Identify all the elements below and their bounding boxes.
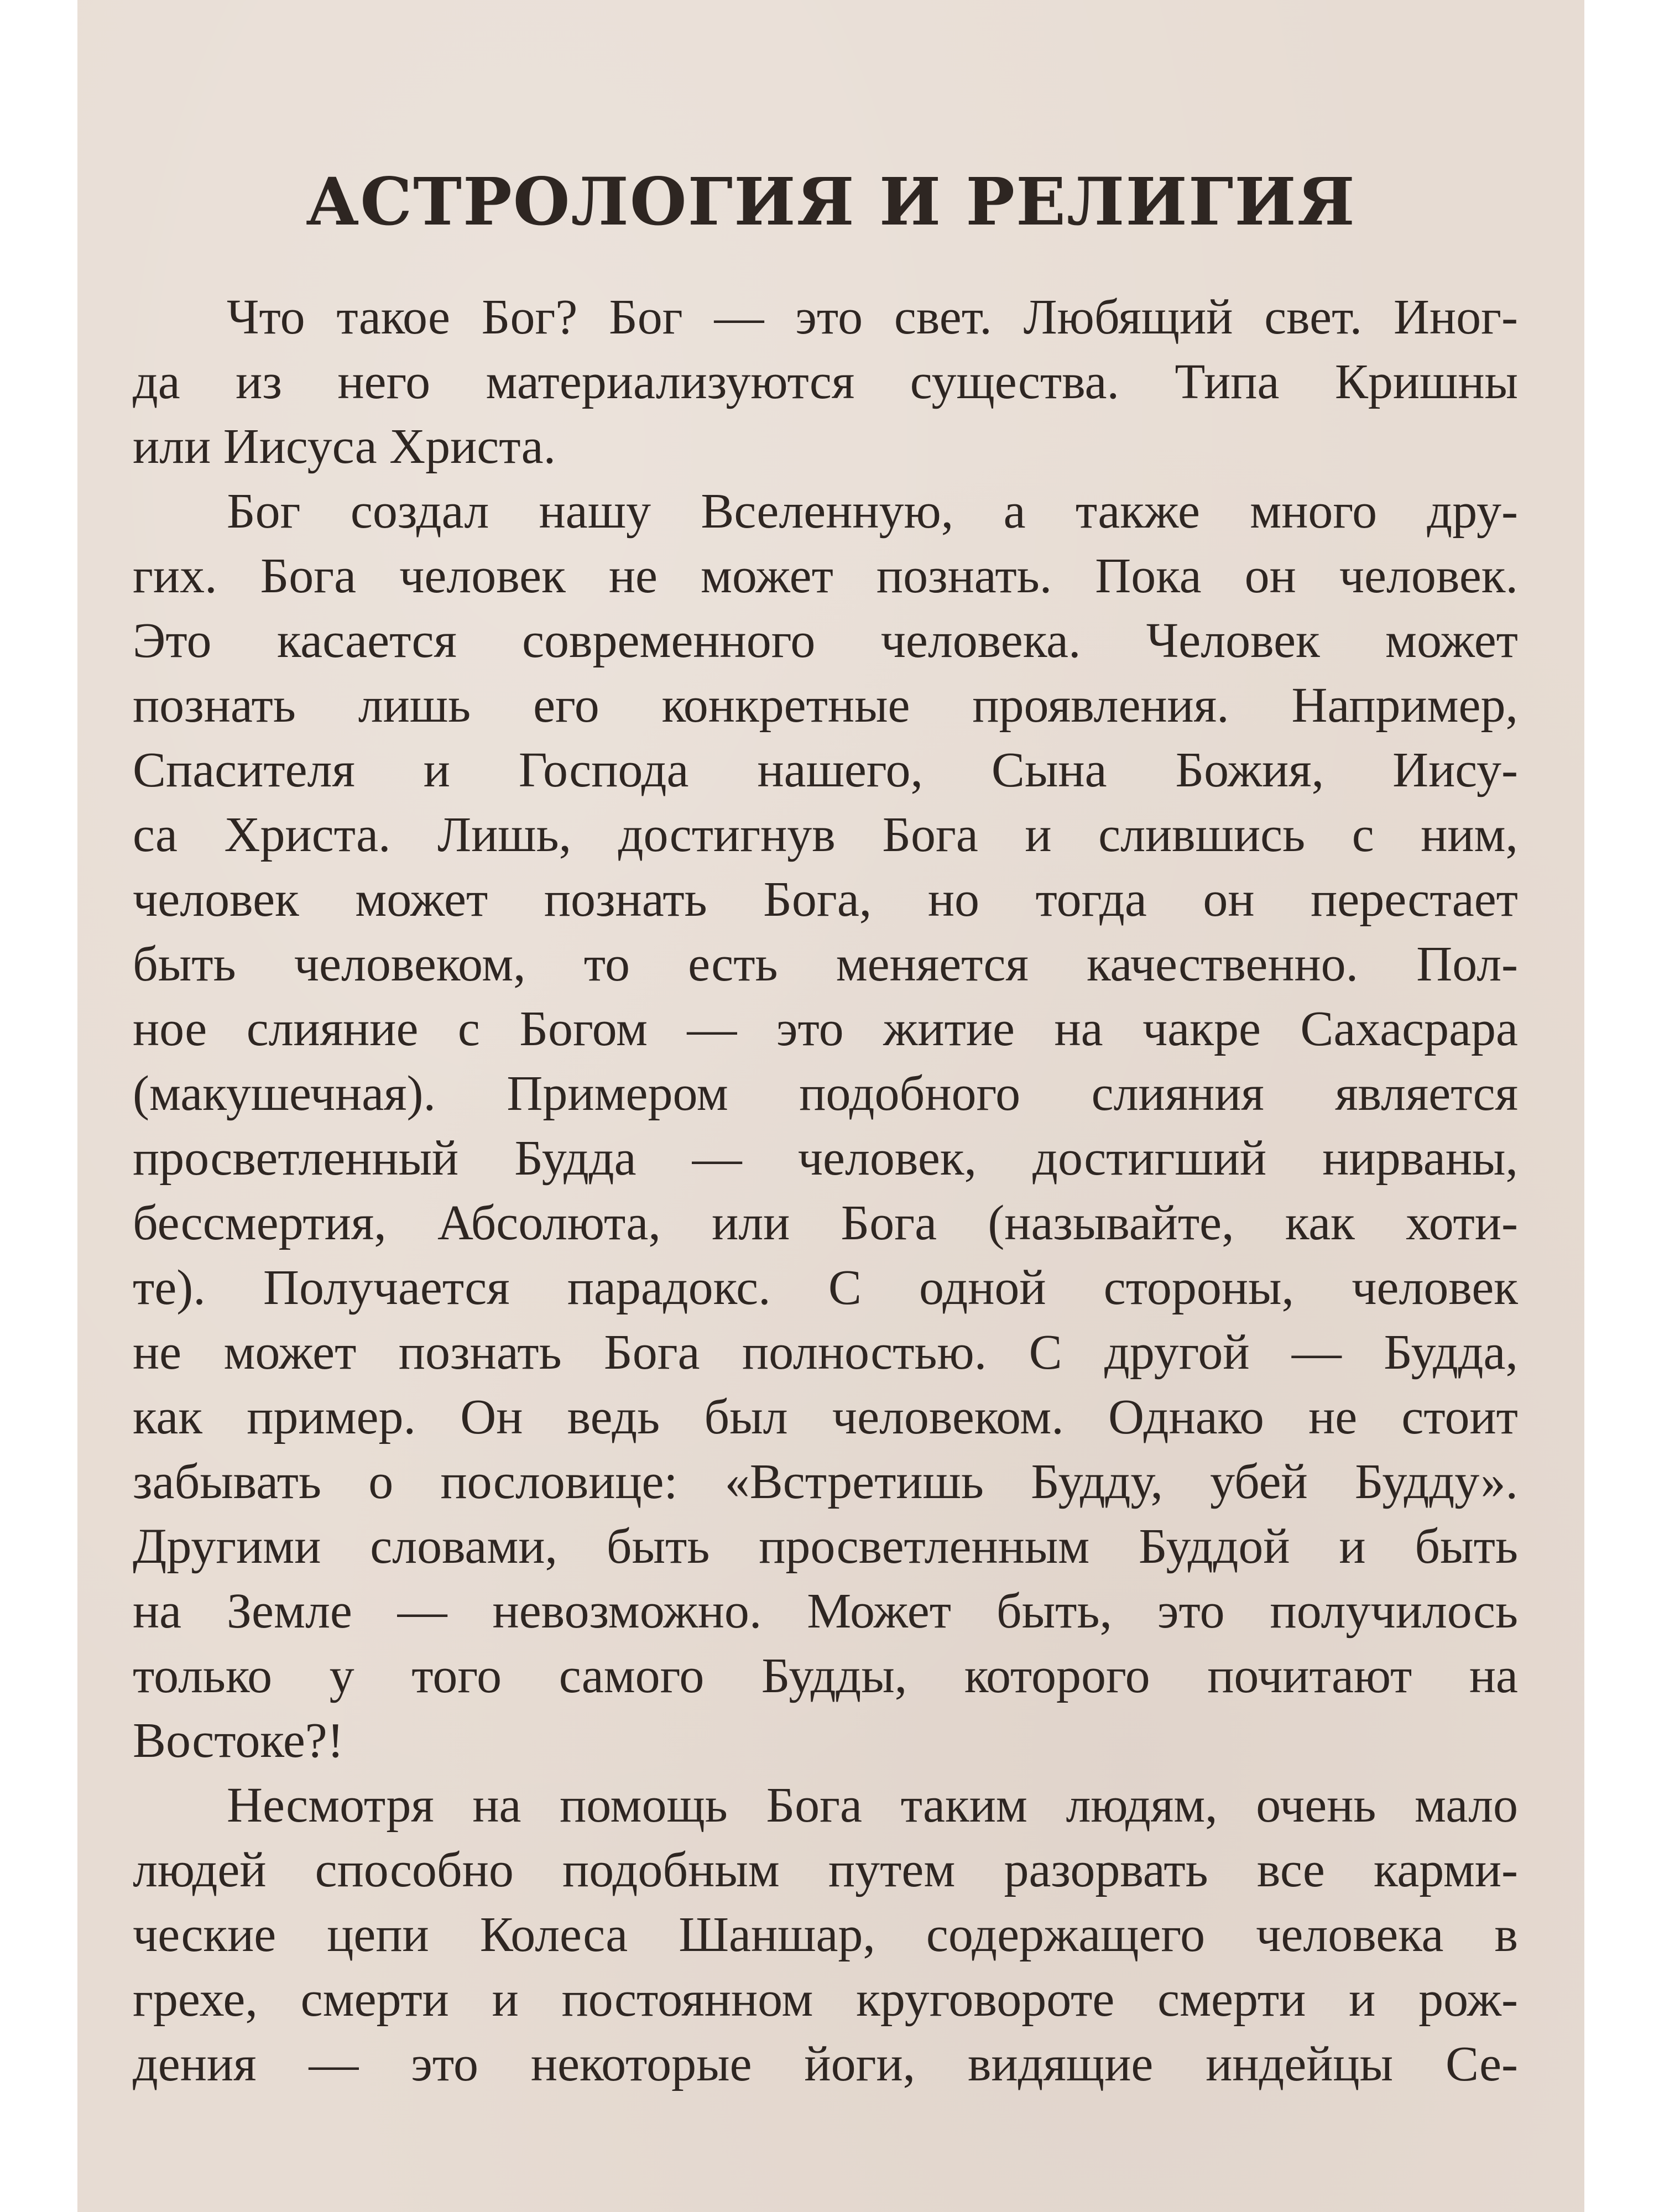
- text-line: те). Получается парадокс. С одной стороны, человек: [133, 1260, 1518, 1315]
- text-line: познать лишь его конкретные проявления. Например,: [133, 678, 1518, 733]
- body-text: [133, 285, 1518, 2096]
- text-line: не может познать Бога полностью. С другой — Будда,: [133, 1325, 1518, 1380]
- text-line: (макушечная). Примером подобного слияния является: [133, 1066, 1518, 1121]
- text-line: ческие цепи Колеса Шаншар, содержащего человека в: [133, 1907, 1518, 1962]
- text-line: Спасителя и Господа нашего, Сына Божия, Иису-: [133, 743, 1518, 797]
- text-line: Бог создал нашу Вселенную, а также много дру-: [227, 484, 1518, 539]
- text-line: гих. Бога человек не может познать. Пока он человек.: [133, 549, 1518, 603]
- text-line: быть человеком, то есть меняется качественно. Пол-: [133, 937, 1518, 992]
- text-line: са Христа. Лишь, достигнув Бога и слившись с ним,: [133, 807, 1518, 862]
- text-line: просветленный Будда — человек, достигший нирваны,: [133, 1131, 1518, 1186]
- text-line: Это касается современного человека. Человек может: [133, 613, 1518, 668]
- text-line: Несмотря на помощь Бога таким людям, очень мало: [227, 1778, 1518, 1833]
- text-line: или Иисуса Христа.: [133, 419, 556, 474]
- text-line: человек может познать Бога, но тогда он перестает: [133, 872, 1518, 927]
- text-line: ное слияние с Богом — это житие на чакре Сахасрара: [133, 1001, 1518, 1056]
- text-line: забывать о пословице: «Встретишь Будду, убей Будду».: [133, 1454, 1518, 1509]
- text-line: Другими словами, быть просветленным Буддой и быть: [133, 1519, 1518, 1574]
- text-line: на Земле — невозможно. Может быть, это получилось: [133, 1584, 1518, 1639]
- text-line: бессмертия, Абсолюта, или Бога (называйте, как хоти-: [133, 1196, 1518, 1250]
- text-line: Востоке?!: [133, 1713, 344, 1768]
- text-line: Что такое Бог? Бог — это свет. Любящий свет. Иног-: [227, 290, 1518, 345]
- text-line: грехе, смерти и постоянном круговороте смерти и рож-: [133, 1972, 1518, 2027]
- text-line: как пример. Он ведь был человеком. Однако не стоит: [133, 1390, 1518, 1444]
- chapter-title: АСТРОЛОГИЯ И РЕЛИГИЯ: [306, 163, 1356, 240]
- text-line: дения — это некоторые йоги, видящие индейцы Се-: [133, 2037, 1518, 2091]
- text-line: людей способно подобным путем разорвать все карми-: [133, 1843, 1518, 1897]
- text-line: да из него материализуются существа. Типа Кришны: [133, 354, 1518, 409]
- text-line: только у того самого Будды, которого почитают на: [133, 1648, 1518, 1703]
